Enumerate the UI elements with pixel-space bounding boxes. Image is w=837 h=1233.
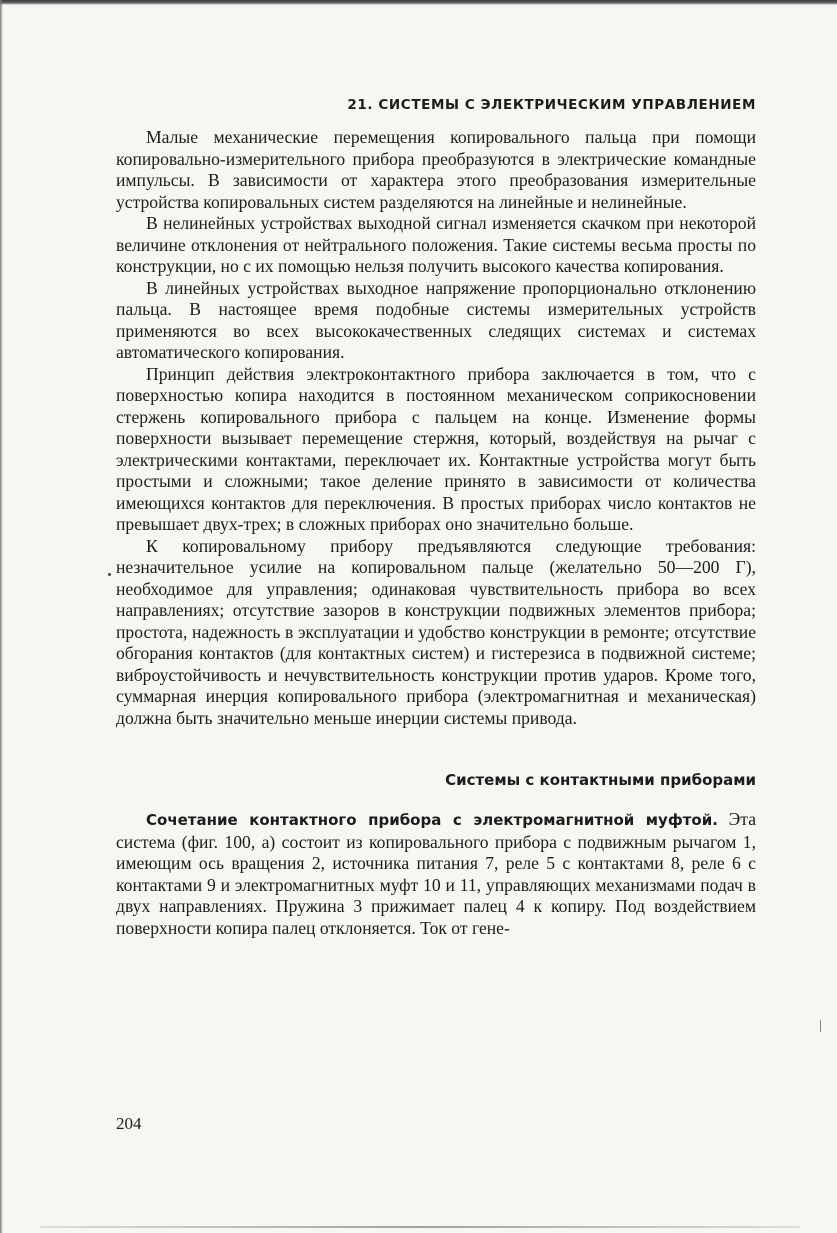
book-page	[116, 95, 756, 939]
scan-edge-bottom	[40, 1226, 800, 1228]
paragraph-nonlinear: В нелинейных устройствах выходной сигнал изменяется скачком при некоторой величине отклонения от нейтрального положения. Такие системы весьма просты по конструкции, но с их помощью нельзя получить высокого качества копирования.	[116, 213, 756, 276]
margin-mark	[108, 573, 111, 576]
running-header: 21. СИСТЕМЫ С ЭЛЕКТРИЧЕСКИМ УПРАВЛЕНИЕМ	[347, 97, 756, 113]
paragraph-contact-clutch-text: Эта система (фиг. 100, а) состоит из копировального прибора с подвижным рычагом 1, имеющим ось вращения 2, источника питания 7, реле 5 с контактами 8, реле 6 с контактами 9 и электромагнитных муфт 10 и 11, управляющих механизмами подач в двух направлениях. Пружина 3 прижимает палец 4 к копиру. Под воздействием поверхности копира палец отклоняется. Ток от гене-	[116, 809, 756, 938]
paragraph-requirements: К копировальному прибору предъявляются следующие требования: незначительное усилие на копировальном пальце (желательно 50—200 Г), необходимое для управления; одинаковая чувствительность прибора во всех направлениях; отсутствие зазоров в конструкции подвижных элементов прибора; простота, надежность в эксплуатации и удобство конструкции в ремонте; отсутствие обгорания контактов (для контактных систем) и гистерезиса в подвижной системе; виброустойчивость и нечувствительность конструкции против ударов. Кроме того, суммарная инерция копировального прибора (электромагнитная и механическая) должна быть значительно меньше инерции системы привода.	[116, 535, 756, 728]
run-in-heading: Сочетание контактного прибора с электромагнитной муфтой.	[146, 811, 718, 829]
section-title: Системы с контактными приборами	[445, 771, 756, 789]
scan-edge-top	[0, 0, 837, 5]
paragraph-contact-clutch	[116, 809, 756, 939]
paragraph-linear: В линейных устройствах выходное напряжение пропорционально отклонению пальца. В настоящее время подобные системы измерительных устройств применяются во всех высококачественных следящих системах и системах автоматического копирования.	[116, 277, 756, 362]
paragraph-principle: Принцип действия электроконтактного прибора заключается в том, что с поверхностью копира находится в постоянном механическом соприкосновении стержень копировального прибора с пальцем на конце. Изменение формы поверхности вызывает перемещение стержня, который, воздействуя на рычаг с электрическими контактами, переключает их. Контактные устройства могут быть простыми и сложными; такое деление принято в зависимости от количества имеющихся контактов для переключения. В простых приборах число контактов не превышает двух-трех; в сложных приборах оно значительно больше.	[116, 363, 756, 534]
margin-tick	[820, 1020, 821, 1032]
page-number: 204	[116, 1114, 142, 1133]
scan-edge-left	[0, 0, 3, 1233]
paragraph-intro: Малые механические перемещения копировального пальца при помощи копировально-измерительного прибора преобразуются в электрические командные импульсы. В зависимости от характера этого преобразования измерительные устройства копировальных систем разделяются на линейные и нелинейные.	[116, 127, 756, 212]
